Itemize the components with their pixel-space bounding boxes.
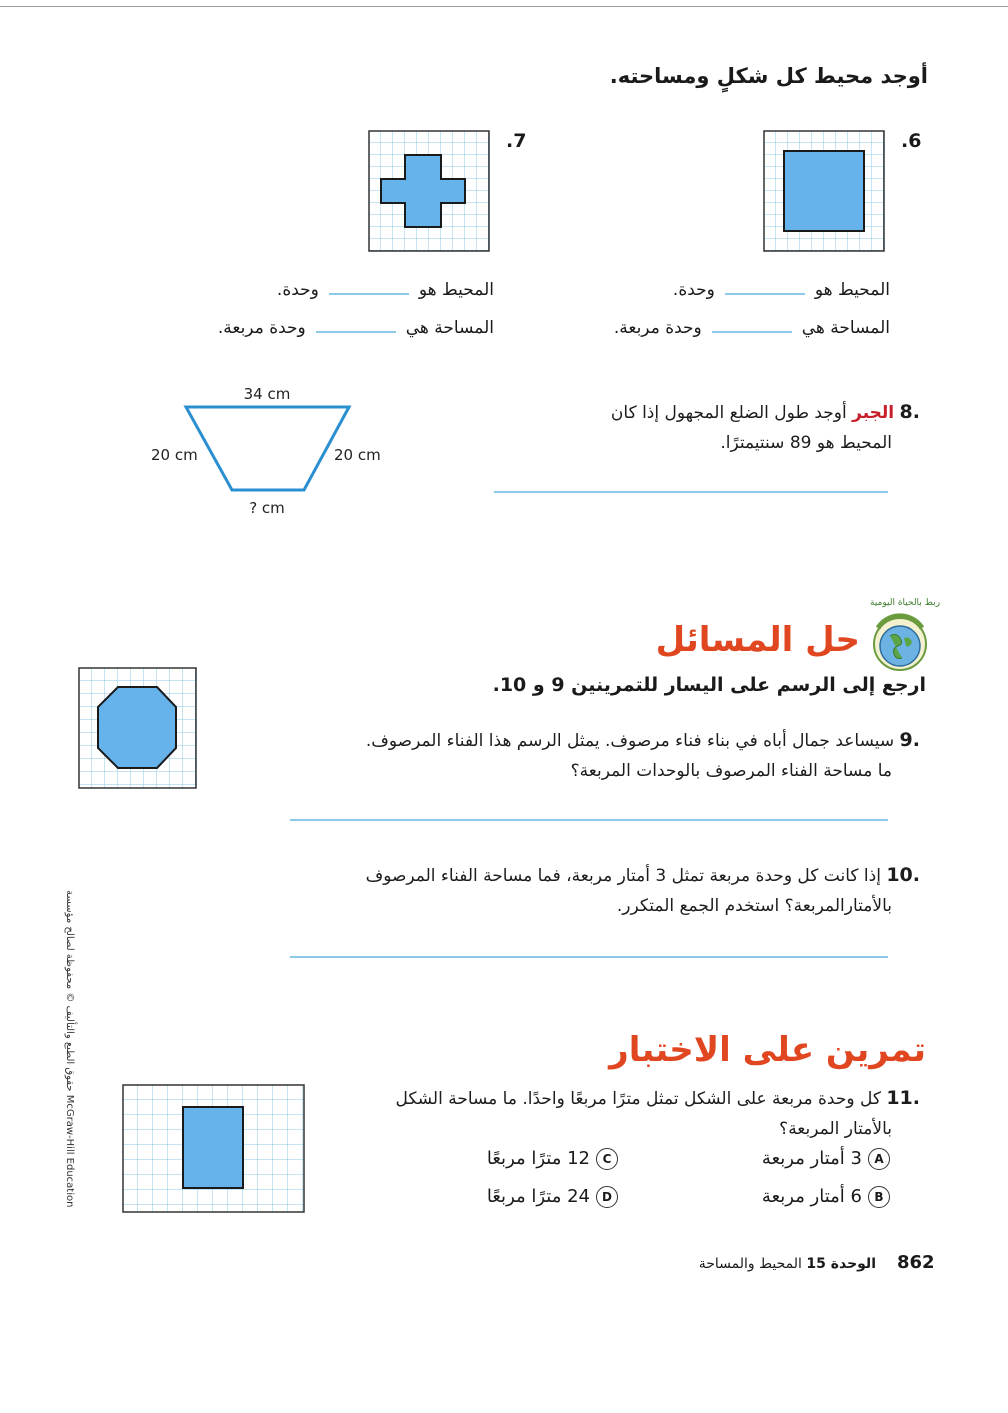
q10-line1: إذا كانت كل وحدة مربعة تمثل 3 أمتار مربعة، فما مساحة الفناء المرصوف xyxy=(365,866,881,886)
q7-number: .7 xyxy=(506,130,527,152)
globe-icon xyxy=(868,610,932,674)
q6-area-label: المساحة هي xyxy=(801,318,890,338)
q9-line1: سيساعد جمال أباه في بناء فناء مرصوف. يمثل الرسم هذا الفناء المرصوف. xyxy=(365,731,895,751)
test-practice-title: تمرين على الاختبار xyxy=(609,1030,926,1070)
q6-area-unit: وحدة مربعة. xyxy=(613,318,702,338)
option-b-circle[interactable]: B xyxy=(868,1186,890,1208)
footer-unit xyxy=(699,1256,876,1272)
q6-perimeter-blank[interactable] xyxy=(725,293,805,295)
problem-solving-instruction: ارجع إلى الرسم على اليسار للتمرينين 9 و 10. xyxy=(492,674,926,696)
q6-perimeter-label: المحيط هو xyxy=(814,280,890,300)
q8-line1: أوجد طول الضلع المجهول إذا كان xyxy=(610,403,847,423)
q8-question xyxy=(520,397,920,458)
problem-solving-title: حل المسائل xyxy=(655,620,860,660)
option-a-circle[interactable]: A xyxy=(868,1148,890,1170)
footer-unit-title: المحيط والمساحة xyxy=(698,1256,802,1272)
q7-area-blank[interactable] xyxy=(316,331,396,333)
q6-area-row xyxy=(614,318,890,338)
trapezoid-bottom-label: ? cm xyxy=(249,499,285,517)
footer-unit-label: الوحدة 15 xyxy=(806,1256,876,1272)
page-number: 862 xyxy=(897,1252,935,1273)
q7-area-row xyxy=(218,318,494,338)
q6-area-blank[interactable] xyxy=(712,331,792,333)
q11-question xyxy=(320,1083,920,1144)
q6-perimeter-row xyxy=(673,280,890,300)
side-credit: حقوق الطبع والتأليف © محفوظة لصالح مؤسسة McGraw-Hill Education xyxy=(64,890,75,1208)
option-d-circle[interactable]: D xyxy=(596,1186,618,1208)
trapezoid-right-label: 20 cm xyxy=(334,446,381,464)
q7-grid-figure xyxy=(368,130,490,252)
instruction-heading: أوجد محيط كل شكلٍ ومساحته. xyxy=(609,64,928,88)
trapezoid-top-label: 34 cm xyxy=(243,385,291,403)
option-b-text: 6 أمتار مربعة xyxy=(761,1186,862,1207)
q9-question xyxy=(280,725,920,786)
q10-question xyxy=(280,860,920,921)
q11-line1: كل وحدة مربعة على الشكل تمثل مترًا مربعًا واحدًا. ما مساحة الشكل xyxy=(395,1089,881,1109)
q10-number: .10 xyxy=(886,864,920,886)
q6-perimeter-unit: وحدة. xyxy=(672,280,715,300)
badge-label: ربط بالحياة اليومية xyxy=(870,598,941,608)
option-c[interactable] xyxy=(487,1148,618,1170)
option-a[interactable] xyxy=(762,1148,890,1170)
q8-trapezoid-figure xyxy=(140,380,400,525)
q10-line2: بالأمتارالمربعة؟ استخدم الجمع المتكرر. xyxy=(616,896,892,916)
q6-grid-figure xyxy=(763,130,885,252)
q11-number: .11 xyxy=(886,1087,920,1109)
q10-answer-line[interactable] xyxy=(290,956,888,958)
trapezoid-left-label: 20 cm xyxy=(151,446,198,464)
q7-perimeter-label: المحيط هو xyxy=(418,280,494,300)
q11-line2: بالأمتار المربعة؟ xyxy=(779,1119,892,1139)
option-c-circle[interactable]: C xyxy=(596,1148,618,1170)
top-rule xyxy=(0,6,1008,7)
q7-perimeter-unit: وحدة. xyxy=(276,280,319,300)
q7-area-label: المساحة هي xyxy=(405,318,494,338)
algebra-tag: الجبر xyxy=(852,403,895,423)
q7-area-unit: وحدة مربعة. xyxy=(217,318,306,338)
q8-answer-line[interactable] xyxy=(494,491,888,493)
option-c-text: 12 مترًا مربعًا xyxy=(486,1148,590,1169)
option-d-text: 24 مترًا مربعًا xyxy=(486,1186,590,1207)
q8-number: .8 xyxy=(899,401,920,423)
q11-grid-figure xyxy=(122,1084,306,1214)
q6-number: .6 xyxy=(901,130,922,152)
q7-perimeter-blank[interactable] xyxy=(329,293,409,295)
option-d[interactable] xyxy=(487,1186,618,1208)
option-a-text: 3 أمتار مربعة xyxy=(761,1148,862,1169)
q9-answer-line[interactable] xyxy=(290,819,888,821)
q8-line2: المحيط هو 89 سنتيمترًا. xyxy=(720,433,892,453)
q9-number: .9 xyxy=(899,729,920,751)
q9-line2: ما مساحة الفناء المرصوف بالوحدات المربعة؟ xyxy=(570,761,892,781)
option-b[interactable] xyxy=(762,1186,890,1208)
patio-grid-figure xyxy=(78,667,198,789)
q7-perimeter-row xyxy=(277,280,494,300)
